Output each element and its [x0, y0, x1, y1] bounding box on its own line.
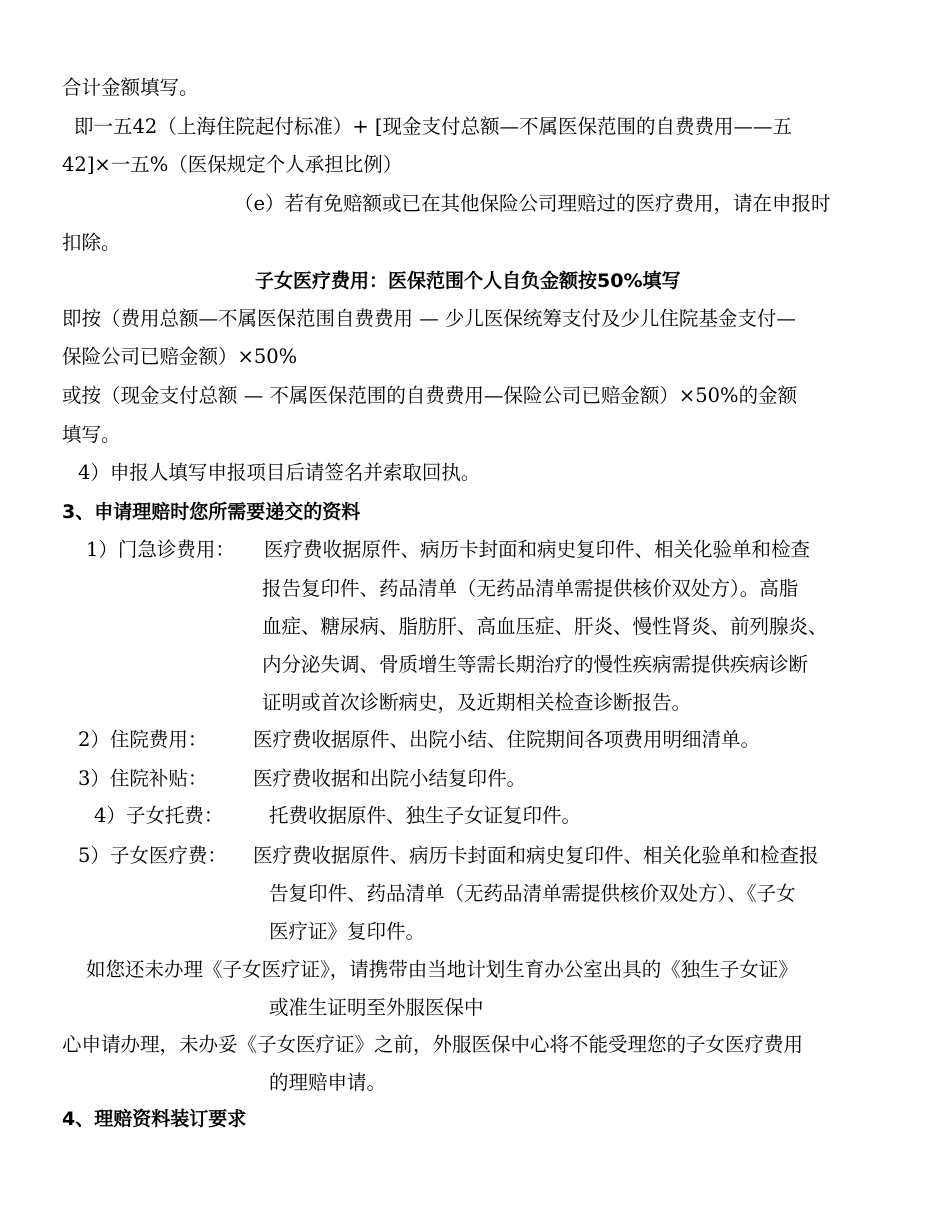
formula-line: 保险公司已赔金额）×50%	[62, 345, 298, 368]
list-item-label: 5）子女医疗费：	[78, 844, 227, 867]
note-line: 扣除。	[62, 231, 121, 254]
list-item-text: 内分泌失调、骨质增生等需长期治疗的慢性疾病需提供疾病诊断	[262, 653, 809, 676]
note-line: （e）若有免赔额或已在其他保险公司理赔过的医疗费用，请在申报时	[234, 192, 831, 215]
list-item-label: 1）门急诊费用：	[86, 538, 235, 561]
paragraph-line: 填写。	[62, 423, 121, 446]
formula-line: 或按（现金支付总额 — 不属医保范围的自费费用—保险公司已赔金额）×50%的金额	[62, 384, 798, 407]
list-item-text: 医疗费收据原件、病历卡封面和病史复印件、相关化验单和检查报	[253, 844, 819, 867]
list-item-text: 医疗费收据和出院小结复印件。	[253, 767, 527, 790]
paragraph-line: 心申请办理，未办妥《子女医疗证》之前，外服医保中心将不能受理您的子女医疗费用	[62, 1033, 804, 1056]
list-item-label: 3）住院补贴：	[78, 767, 208, 790]
list-item-text: 血症、糖尿病、脂肪肝、高血压症、肝炎、慢性肾炎、前列腺炎、	[262, 615, 828, 638]
list-item-text: 医疗证》复印件。	[269, 920, 426, 943]
formula-line: 42]×一五%（医保规定个人承担比例）	[62, 153, 403, 176]
list-item-label: 4）子女托费：	[94, 804, 224, 827]
section-heading: 3、申请理赔时您所需要递交的资料	[62, 501, 361, 523]
section-heading: 4、理赔资料装订要求	[62, 1108, 247, 1130]
section-subheading: 子女医疗费用：医保范围个人自负金额按50%填写	[255, 270, 681, 292]
list-item-text: 医疗费收据原件、病历卡封面和病史复印件、相关化验单和检查	[264, 538, 811, 561]
list-item-text: 告复印件、药品清单（无药品清单需提供核价双处方）、《子女	[269, 882, 796, 905]
formula-line: 即一五42（上海住院起付标准）+ [现金支付总额—不属医保范围的自费费用——五	[74, 115, 792, 138]
paragraph-line: 合计金额填写。	[62, 76, 199, 99]
list-item-text: 报告复印件、药品清单（无药品清单需提供核价双处方）。高脂	[262, 577, 799, 600]
paragraph-line: 的理赔申请。	[269, 1071, 387, 1094]
paragraph-line: 如您还未办理《子女医疗证》，请携带由当地计划生育办公室出具的《独生子女证》	[86, 958, 798, 981]
list-item-text: 证明或首次诊断病史，及近期相关检查诊断报告。	[262, 691, 692, 714]
list-item-text: 医疗费收据原件、出院小结、住院期间各项费用明细清单。	[253, 728, 761, 751]
instruction-line: 4）申报人填写申报项目后请签名并索取回执。	[78, 461, 481, 484]
list-item-text: 托费收据原件、独生子女证复印件。	[269, 804, 582, 827]
formula-line: 即按（费用总额—不属医保范围自费费用 — 少儿医保统筹支付及少儿住院基金支付—	[62, 307, 796, 330]
list-item-label: 2）住院费用：	[78, 728, 208, 751]
paragraph-line: 或准生证明至外服医保中	[269, 996, 484, 1019]
